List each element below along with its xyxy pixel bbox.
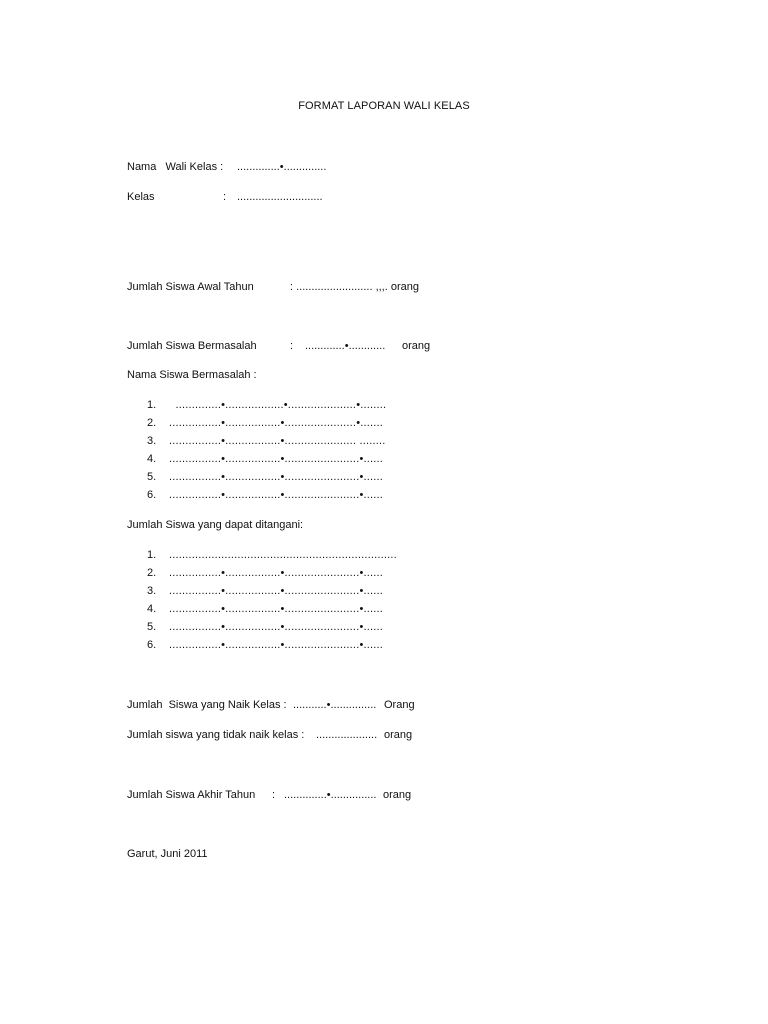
awal-tahun-value: : ......................... ,,,. orang — [290, 281, 419, 293]
list-item-blank: ................•.................•.......................•...... — [169, 567, 384, 579]
tidak-naik-value: .................... — [316, 729, 378, 741]
list-item-blank: ................•.................•.......................•...... — [169, 471, 384, 483]
list-item-blank: ................•.................•.......................•...... — [169, 639, 384, 651]
list-item-blank: ................•.................•.......................•...... — [169, 453, 384, 465]
list-item-number: 3. — [147, 435, 157, 447]
list-item-number: 6. — [147, 639, 157, 651]
list-item-blank: ................•.................•...................... ........ — [169, 435, 386, 447]
list-item-blank: ................•.................•.......................•...... — [169, 585, 384, 597]
list-item-blank: ................•.................•.......................•...... — [169, 603, 384, 615]
nama-bermasalah-label: Nama Siswa Bermasalah : — [127, 369, 257, 381]
list-item-blank: ................•.................•.......................•...... — [169, 489, 384, 501]
list-item-blank: ................•.................•......................•....... — [169, 417, 384, 429]
wali-kelas-value: ..............•.............. — [237, 161, 327, 173]
list-item-number: 1. — [147, 399, 157, 411]
ditangani-label: Jumlah Siswa yang dapat ditangani: — [127, 519, 304, 531]
bermasalah-label: Jumlah Siswa Bermasalah — [127, 340, 257, 352]
kelas-colon: : — [223, 191, 227, 203]
naik-kelas-value: ...........•............... — [293, 699, 377, 711]
list-item-blank: ...................................................................... — [169, 549, 397, 561]
naik-kelas-label: Jumlah Siswa yang Naik Kelas : — [127, 699, 287, 711]
bermasalah-value: .............•............ — [305, 340, 386, 352]
akhir-tahun-unit: orang — [383, 789, 412, 801]
list-item-number: 4. — [147, 453, 157, 465]
bermasalah-colon: : — [290, 340, 294, 352]
kelas-value: ............................ — [237, 191, 323, 203]
list-item-number: 2. — [147, 417, 157, 429]
document-title: FORMAT LAPORAN WALI KELAS — [298, 100, 470, 112]
list-item-number: 5. — [147, 471, 157, 483]
list-item-number: 3. — [147, 585, 157, 597]
akhir-tahun-value: ..............•............... — [284, 789, 377, 801]
list-item-number: 1. — [147, 549, 157, 561]
awal-tahun-label: Jumlah Siswa Awal Tahun — [127, 281, 254, 293]
place-date: Garut, Juni 2011 — [127, 848, 208, 860]
naik-kelas-unit: Orang — [384, 699, 415, 711]
bermasalah-unit: orang — [402, 340, 431, 352]
list-item-number: 6. — [147, 489, 157, 501]
list-item-blank: ..............•..................•.....................•........ — [169, 399, 387, 411]
list-item-number: 2. — [147, 567, 157, 579]
list-item-blank: ................•.................•.......................•...... — [169, 621, 384, 633]
kelas-label: Kelas — [127, 191, 155, 203]
wali-kelas-label: Nama Wali Kelas : — [127, 161, 224, 173]
list-item-number: 5. — [147, 621, 157, 633]
akhir-tahun-label: Jumlah Siswa Akhir Tahun — [127, 789, 256, 801]
tidak-naik-unit: orang — [384, 729, 413, 741]
akhir-tahun-colon: : — [272, 789, 276, 801]
tidak-naik-label: Jumlah siswa yang tidak naik kelas : — [127, 729, 305, 741]
list-item-number: 4. — [147, 603, 157, 615]
